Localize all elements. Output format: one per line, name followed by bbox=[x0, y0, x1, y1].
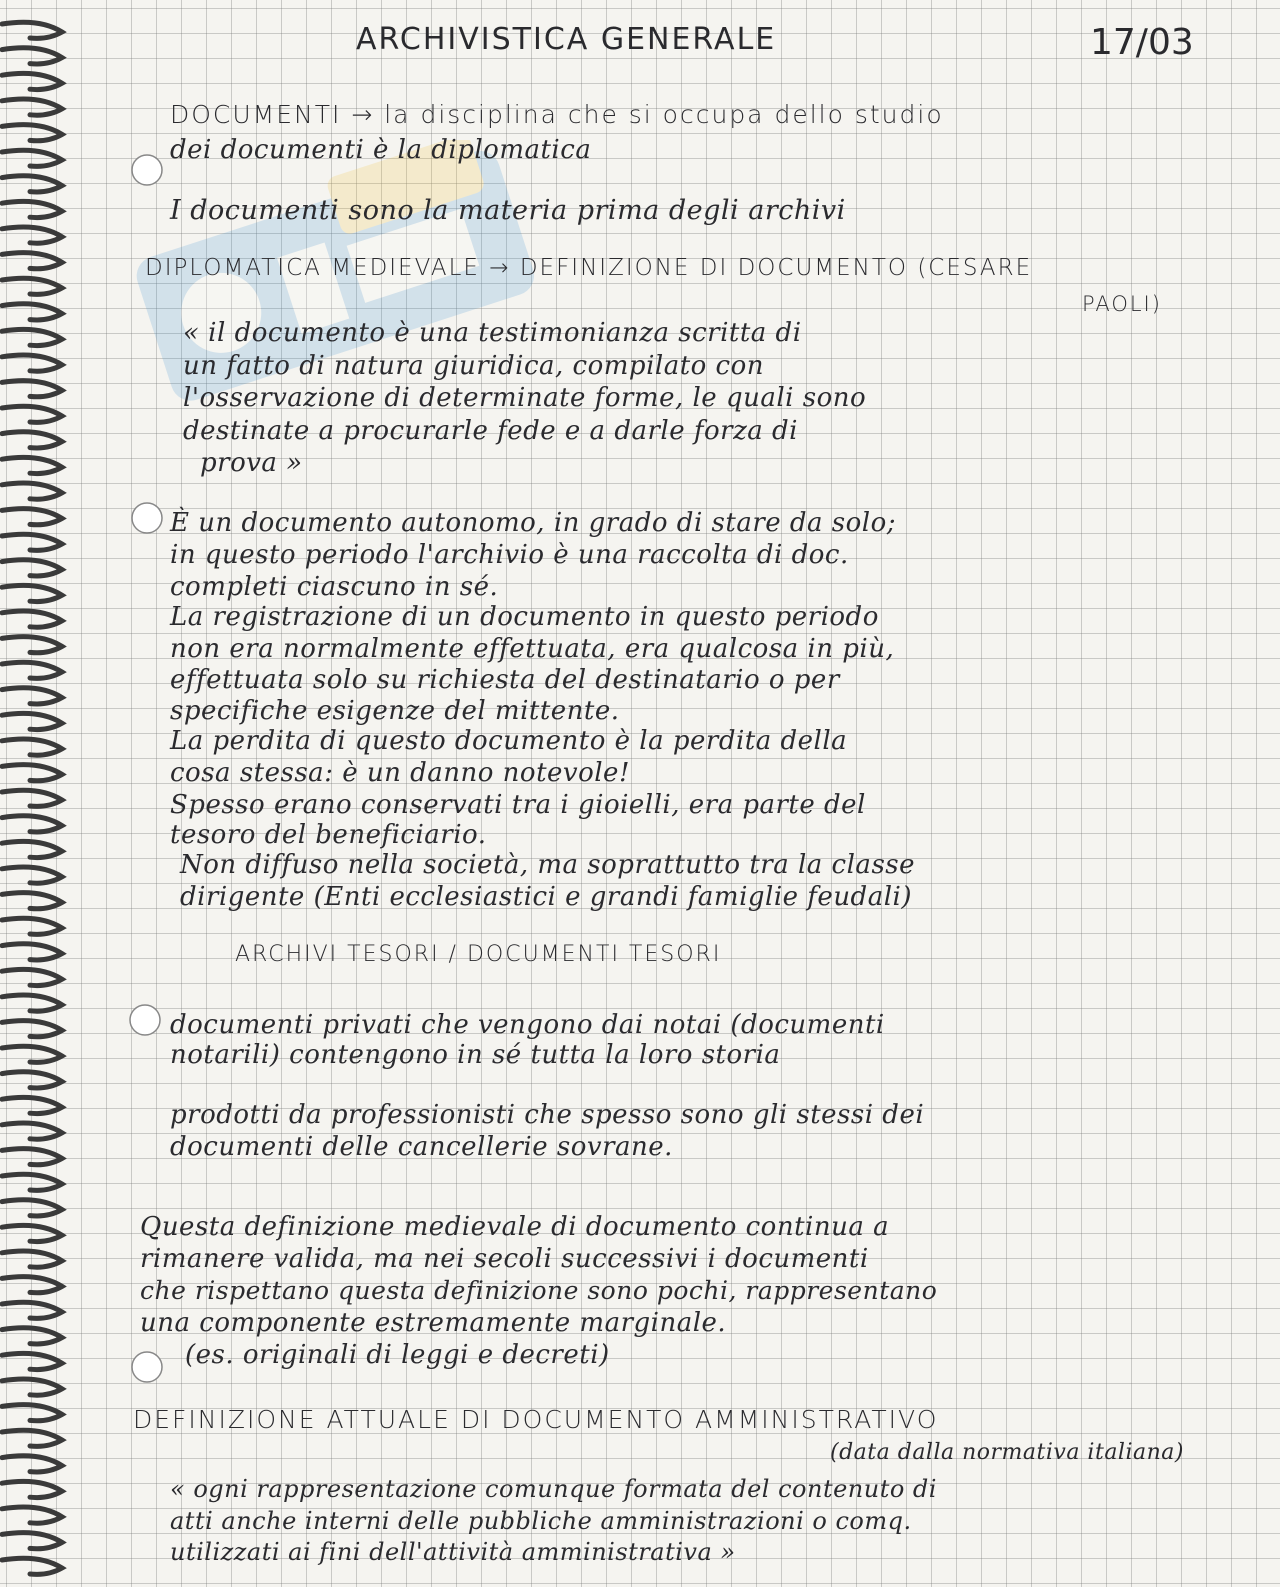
note-line: specifiche esigenze del mittente. bbox=[170, 696, 620, 726]
note-line: destinate a procurarle fede e a darle forza di bbox=[183, 416, 798, 446]
note-line: una componente estremamente marginale. bbox=[140, 1308, 727, 1338]
page-title: ARCHIVISTICA GENERALE bbox=[356, 22, 777, 57]
note-line: documenti privati che vengono dai notai (documenti bbox=[170, 1010, 885, 1040]
note-line: tesoro del beneficiario. bbox=[170, 820, 487, 850]
note-line: un fatto di natura giuridica, compilato con bbox=[183, 351, 765, 381]
date-label: 17/03 bbox=[1090, 22, 1194, 63]
note-line: Non diffuso nella società, ma soprattutto tra la classe bbox=[180, 850, 916, 880]
note-line: PAOLI) bbox=[1082, 292, 1162, 316]
note-line: « il documento è una testimonianza scritta di bbox=[183, 318, 802, 348]
note-line: Spesso erano conservati tra i gioielli, era parte del bbox=[170, 790, 866, 820]
note-line: Questa definizione medievale di documento continua a bbox=[140, 1212, 890, 1242]
note-line: prova » bbox=[200, 448, 303, 478]
note-line: non era normalmente effettuata, era qualcosa in più, bbox=[170, 634, 895, 664]
note-line: È un documento autonomo, in grado di stare da solo; bbox=[170, 508, 897, 538]
note-line: DOCUMENTI → la disciplina che si occupa dello studio bbox=[170, 100, 944, 129]
note-line: La perdita di questo documento è la perdita della bbox=[170, 726, 848, 756]
note-line: La registrazione di un documento in questo periodo bbox=[170, 602, 879, 632]
note-line: prodotti da professionisti che spesso sono gli stessi dei bbox=[170, 1100, 925, 1130]
note-line: ARCHIVI TESORI / DOCUMENTI TESORI bbox=[235, 942, 722, 967]
note-line: l'osservazione di determinate forme, le quali sono bbox=[183, 383, 867, 413]
note-line: notarili) contengono in sé tutta la loro storia bbox=[170, 1040, 781, 1070]
note-line: che rispettano questa definizione sono pochi, rappresentano bbox=[140, 1276, 938, 1305]
note-line: completi ciascuno in sé. bbox=[170, 572, 499, 602]
note-line: cosa stessa: è un danno notevole! bbox=[170, 758, 630, 788]
note-line: DEFINIZIONE ATTUALE DI DOCUMENTO AMMINISTRATIVO bbox=[133, 1405, 939, 1434]
note-line: DIPLOMATICA MEDIEVALE → DEFINIZIONE DI DOCUMENTO (CESARE bbox=[145, 255, 1033, 281]
note-line: in questo periodo l'archivio è una raccolta di doc. bbox=[170, 540, 849, 570]
note-line: dirigente (Enti ecclesiastici e grandi famiglie feudali) bbox=[180, 882, 912, 912]
note-line: (data dalla normativa italiana) bbox=[830, 1440, 1184, 1465]
note-line: effettuata solo su richiesta del destinatario o per bbox=[170, 665, 840, 695]
note-line: atti anche interni delle pubbliche amministrazioni o comq. bbox=[170, 1507, 912, 1535]
note-line: utilizzati ai fini dell'attività amministrativa » bbox=[170, 1538, 736, 1566]
note-line: I documenti sono la materia prima degli archivi bbox=[170, 195, 846, 226]
note-line: documenti delle cancellerie sovrane. bbox=[170, 1132, 673, 1162]
note-line: rimanere valida, ma nei secoli successivi i documenti bbox=[140, 1244, 869, 1274]
note-line: dei documenti è la diplomatica bbox=[170, 135, 592, 165]
note-line: « ogni rappresentazione comunque formata del contenuto di bbox=[170, 1475, 937, 1503]
note-line: (es. originali di leggi e decreti) bbox=[185, 1340, 610, 1370]
